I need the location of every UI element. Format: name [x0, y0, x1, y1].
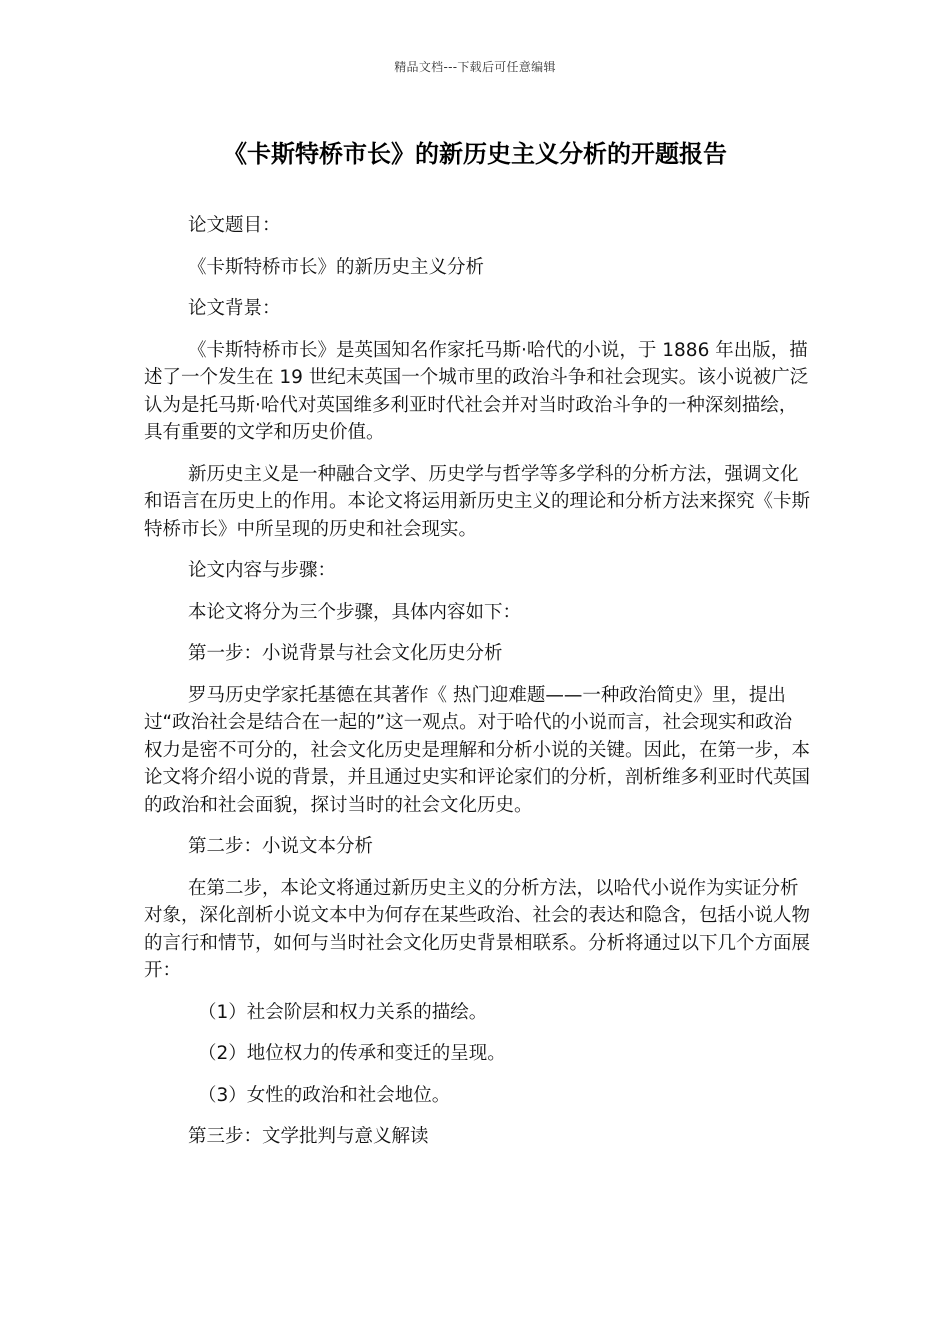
list-item-2: （2）地位权力的传承和变迁的呈现。	[198, 1043, 506, 1064]
background-paragraph-1: 《卡斯特桥市长》是英国知名作家托马斯·哈代的小说，于 1886 年出版，描述了一个发生在 19 世纪末英国一个城市里的政治斗争和社会现实。该小说被广泛认为是托马斯·哈代对英国维多利亚时代社会并对当时政治斗争的一种深刻描绘，具有重要的文学和历史价值。	[144, 339, 809, 443]
steps-intro: 本论文将分为三个步骤，具体内容如下：	[188, 601, 522, 623]
step-2-heading: 第二步：小说文本分析	[188, 836, 374, 857]
step-2-paragraph: 在第二步，本论文将通过新历史主义的分析方法，以哈代小说作为实证分析对象，深化剖析小说文本中为何存在某些政治、社会的表达和隐含，包括小说人物的言行和情节，如何与当时社会文化历史背景相联系。分析将通过以下几个方面展开：	[144, 877, 811, 981]
step-1-paragraph: 罗马历史学家托基德在其著作《 热门迎难题——一种政治简史》里，提出过“政治社会是结合在一起的”这一观点。对于哈代的小说而言，社会现实和政治权力是密不可分的，社会文化历史是理解和分析小说的关键。因此，在第一步，本论文将介绍小说的背景，并且通过史实和评论家们的分析，剖析维多利亚时代英国的政治和社会面貌，探讨当时的社会文化历史。	[144, 684, 811, 816]
label-content-steps: 论文内容与步骤：	[188, 560, 337, 581]
list-item-1: （1）社会阶层和权力关系的描绘。	[198, 1001, 488, 1023]
background-paragraph-2: 新历史主义是一种融合文学、历史学与哲学等多学科的分析方法，强调文化和语言在历史上的作用。本论文将运用新历史主义的理论和分析方法来探究《卡斯特桥市长》中所呈现的历史和社会现实。	[144, 463, 811, 540]
step-3-heading: 第三步：文学批判与意义解读	[188, 1126, 429, 1147]
label-thesis-title: 论文题目：	[188, 215, 281, 236]
thesis-title-text: 《卡斯特桥市长》的新历史主义分析	[188, 256, 485, 278]
step-1-heading: 第一步：小说背景与社会文化历史分析	[188, 643, 503, 664]
document-body	[144, 212, 810, 1165]
document-title: 《卡斯特桥市长》的新历史主义分析的开题报告	[223, 140, 727, 168]
list-item-3: （3）女性的政治和社会地位。	[198, 1084, 451, 1106]
header-note: 精品文档---下载后可任意编辑	[394, 60, 556, 74]
label-thesis-background: 论文背景：	[188, 298, 281, 319]
